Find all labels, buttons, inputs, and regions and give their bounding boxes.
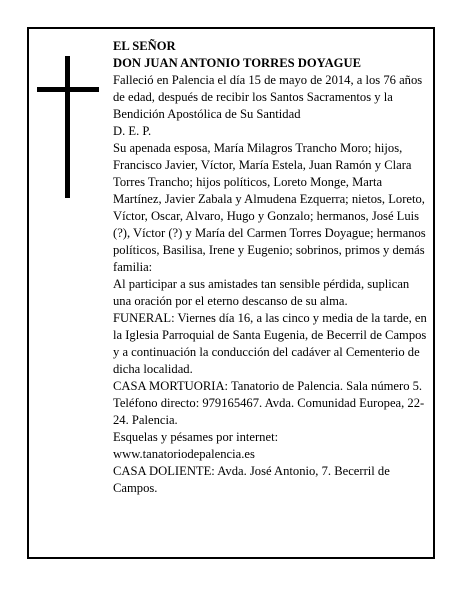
rip-line: D. E. P. (113, 124, 152, 138)
internet-label: Esquelas y pésames por internet: (113, 430, 279, 444)
honorific: EL SEÑOR (113, 39, 176, 53)
death-announcement: Falleció en Palencia el día 15 de mayo de 2014, a los 76 años de edad, después de recibir los Santos Sacramentos y la Bendición Apostólica de Su Santidad (113, 73, 423, 121)
mourning-house: CASA DOLIENTE: Avda. José Antonio, 7. Becerril de Campos. (113, 464, 390, 495)
deceased-name: DON JUAN ANTONIO TORRES DOYAGUE (113, 56, 361, 70)
prayer-request: Al participar a sus amistades tan sensible pérdida, suplican una oración por el eterno descanso de su alma. (113, 277, 410, 308)
funeral-details: FUNERAL: Viernes día 16, a las cinco y media de la tarde, en la Iglesia Parroquial de Santa Eugenia, de Becerril de Campos y a continuación la conducción del cadáver al Cementerio de dicha localidad. (113, 311, 427, 376)
obituary-text (113, 38, 427, 497)
website-link[interactable]: www.tanatoriodepalencia.es (113, 447, 255, 461)
family-list: Su apenada esposa, María Milagros Trancho Moro; hijos, Francisco Javier, Víctor, María Estela, Juan Ramón y Clara Torres Trancho; hijos políticos, Loreto Monge, Marta Martínez, Javier Zabala y Almudena Ezquerra; nietos, Loreto, Víctor, Oscar, Alvaro, Hugo y Gonzalo; hermanos, José Luis (?), Víctor (?) y María del Carmen Torres Doyague; hermanos políticos, Basilisa, Irene y Eugenio; sobrinos, primos y demás familia: (113, 141, 426, 274)
mortuary-details: CASA MORTUORIA: Tanatorio de Palencia. Sala número 5. Teléfono directo: 979165467. Avda. Comunidad Europea, 22-24. Palencia. (113, 379, 425, 427)
cross-vertical-bar (65, 56, 70, 198)
cross-horizontal-bar (37, 87, 99, 92)
